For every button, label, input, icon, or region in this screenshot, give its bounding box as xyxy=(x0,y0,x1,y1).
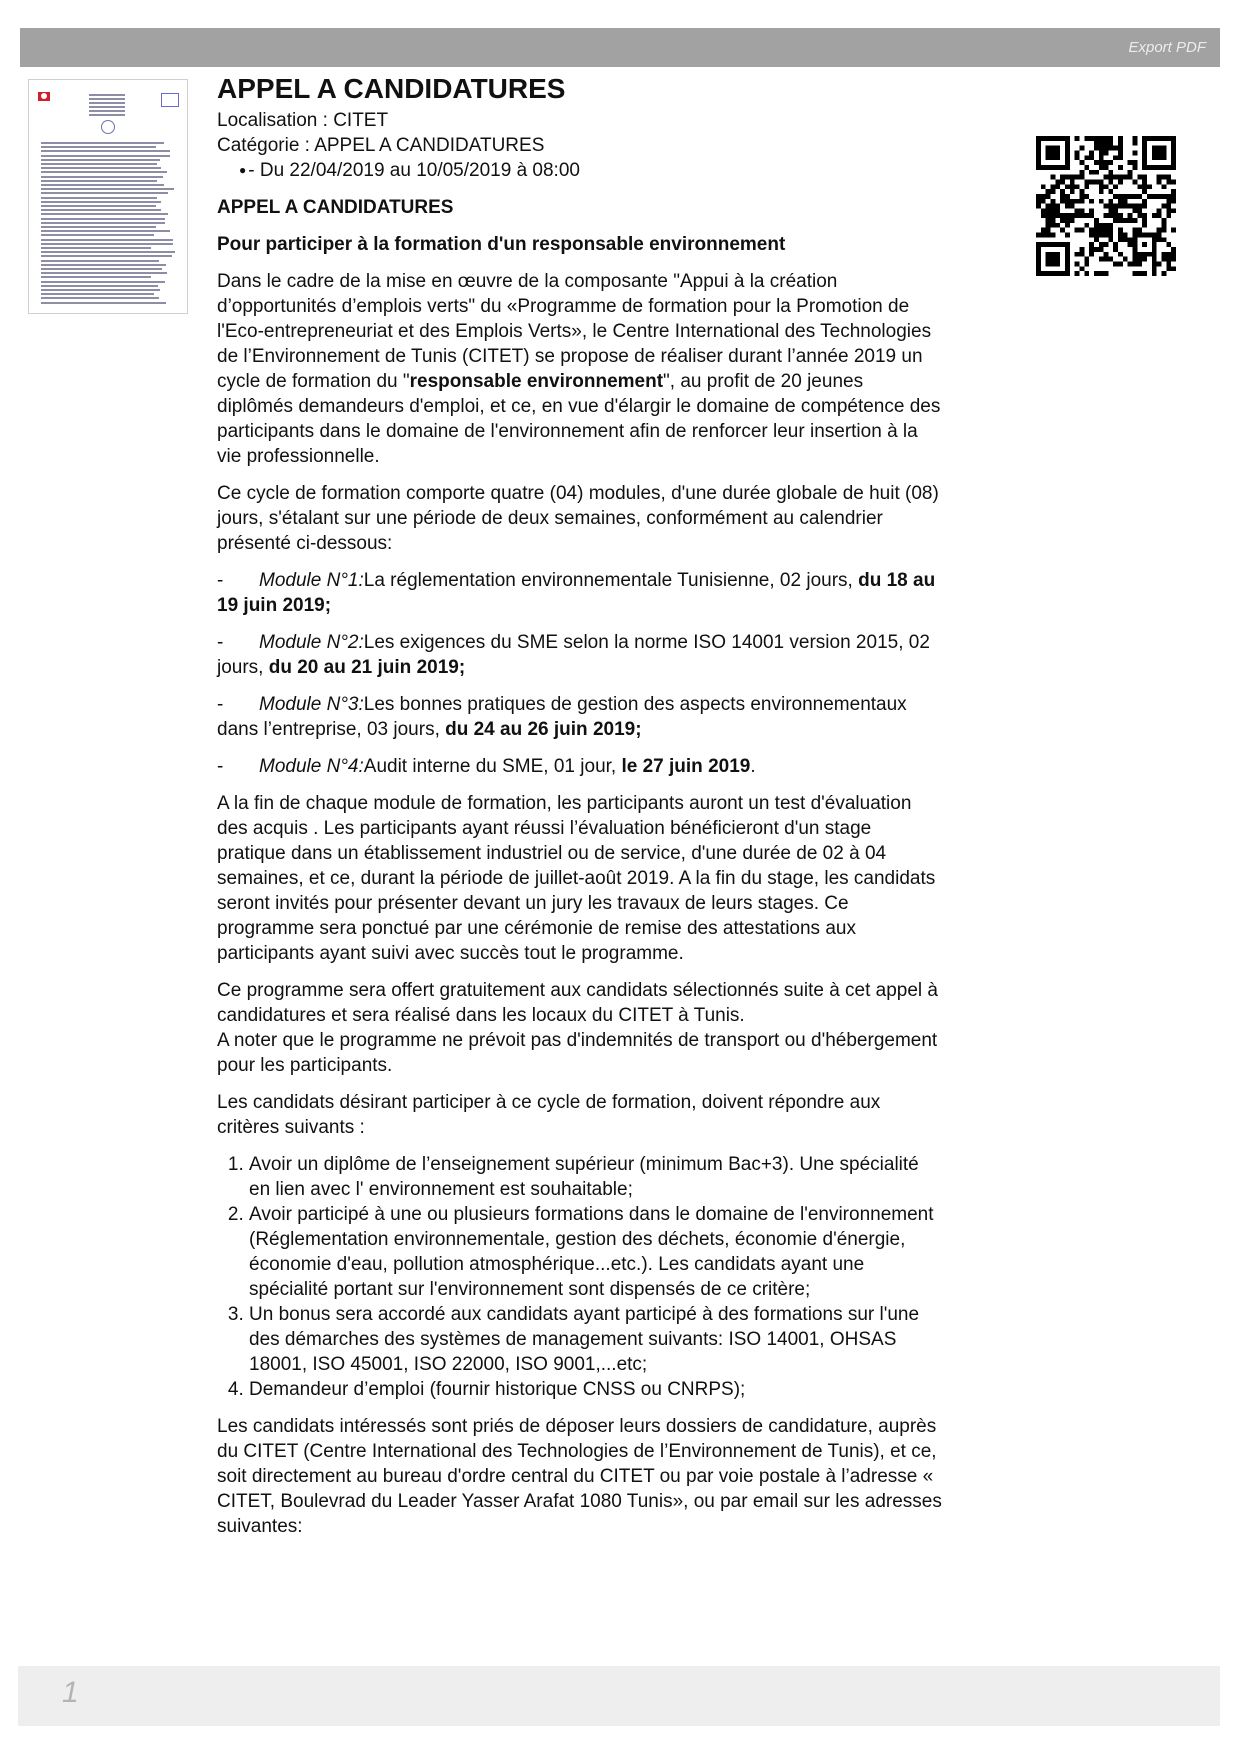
thumbnail-text-line xyxy=(41,146,156,148)
offer-note: A noter que le programme ne prévoit pas d'indemnités de transport ou d'hébergement pour les participants. xyxy=(217,1030,938,1076)
thumbnail-text-line xyxy=(41,142,164,144)
module-item xyxy=(217,630,942,680)
qr-code xyxy=(1036,136,1176,276)
thumbnail-text-line xyxy=(41,192,168,194)
thumbnail-text-line xyxy=(41,255,172,257)
seal-icon xyxy=(101,120,115,134)
thumbnail-text-line xyxy=(41,218,165,220)
thumbnail-text-line xyxy=(89,106,125,108)
module-dash: - xyxy=(217,632,224,653)
module-tail: . xyxy=(750,756,756,777)
module-item xyxy=(217,754,942,779)
thumbnail-text-line xyxy=(41,276,151,278)
offer-paragraph xyxy=(217,978,942,1078)
top-toolbar xyxy=(20,28,1220,67)
thumbnail-text-line xyxy=(41,184,164,186)
thumbnail-text-line xyxy=(89,110,125,112)
thumbnail-text-line xyxy=(89,94,125,96)
date-range: - Du 22/04/2019 au 10/05/2019 à 08:00 xyxy=(248,160,580,181)
document-thumbnail[interactable] xyxy=(28,79,188,314)
thumbnail-text-line xyxy=(41,180,157,182)
thumbnail-text-line xyxy=(41,260,159,262)
categorie-value: APPEL A CANDIDATURES xyxy=(314,135,545,156)
cycle-paragraph: Ce cycle de formation comporte quatre (04) modules, d'une durée globale de huit (08) jours, s'étalant sur une période de deux semaines, conformément au calendrier présenté ci-dessous: xyxy=(217,483,939,554)
module-text: Les bonnes pratiques de gestion des aspects environnementaux dans l’entreprise, 03 jours, xyxy=(217,694,907,740)
date-range-line xyxy=(239,158,942,183)
thumbnail-text-line xyxy=(41,297,159,299)
criteria-item: 3. Un bonus sera accordé aux candidats ayant participé à des formations sur l'une des démarches des systèmes de management suivants: ISO 14001, OHSAS 18001, ISO 45001, ISO 22000, ISO 9001,...etc; xyxy=(249,1302,942,1377)
thumbnail-text-line xyxy=(41,251,175,253)
intro-paragraph xyxy=(217,269,942,469)
section-subheading: Pour participer à la formation d'un responsable environnement xyxy=(217,234,786,255)
thumbnail-text-line xyxy=(41,201,161,203)
criteria-intro: Les candidats désirant participer à ce cycle de formation, doivent répondre aux critères suivants : xyxy=(217,1092,881,1138)
export-pdf-link[interactable]: Export PDF xyxy=(1128,39,1206,56)
thumbnail-text-line xyxy=(89,114,125,116)
section-heading: APPEL A CANDIDATURES xyxy=(217,197,454,218)
thumbnail-text-line xyxy=(41,209,161,211)
module-text: Audit interne du SME, 01 jour, xyxy=(363,756,622,777)
thumbnail-text-line xyxy=(41,243,173,245)
thumbnail-text-line xyxy=(41,171,167,173)
page-number: 1 xyxy=(62,1676,79,1709)
module-label: Module N°1: xyxy=(259,570,364,591)
module-label: Module N°2: xyxy=(259,632,364,653)
citet-logo-icon xyxy=(161,93,179,107)
localisation-value: CITET xyxy=(333,110,389,131)
module-label: Module N°4: xyxy=(259,756,364,777)
tunisia-flag-icon xyxy=(38,92,50,101)
page-title: APPEL A CANDIDATURES xyxy=(217,73,566,104)
intro-text-end: ", au profit de 20 jeunes diplômés demandeurs d'emploi, et ce, en vue d'élargir le domaine de compétence des participants dans le domaine de l'environnement afin de renforcer leur insertion à la vie professionnelle. xyxy=(217,371,941,467)
thumbnail-text-line xyxy=(41,176,163,178)
thumbnail-text-line xyxy=(41,239,173,241)
thumbnail-text-line xyxy=(41,268,162,270)
module-item xyxy=(217,692,942,742)
evaluation-paragraph: A la fin de chaque module de formation, les participants auront un test d'évaluation des acquis . Les participants ayant réussi l’évaluation bénéficieront d'un stage pratique dans un établissement industriel ou de service, d'une durée de 02 à 04 semaines, et ce, durant la période de juillet-août 2019. A la fin du stage, les candidats seront invités pour présenter devant un jury les travaux de leurs stages. Ce programme sera ponctué par une cérémonie de remise des attestations aux participants ayant suivi avec succès tout le programme. xyxy=(217,793,936,964)
module-text: La réglementation environnementale Tunisienne, 02 jours, xyxy=(363,570,859,591)
thumbnail-text-line xyxy=(41,205,156,207)
thumbnail-text-line xyxy=(41,285,158,287)
thumbnail-text-line xyxy=(41,247,151,249)
thumbnail-text-line xyxy=(41,213,168,215)
closing-paragraph: Les candidats intéressés sont priés de déposer leurs dossiers de candidature, auprès du CITET (Centre International des Technologies de l’Environnement de Tunis), et ce, soit directement au bureau d'ordre central du CITET ou par voie postale à l’adresse « CITET, Boulevrad du Leader Yasser Arafat 1080 Tunis», ou par email sur les adresses suivantes: xyxy=(217,1416,942,1537)
module-label: Module N°3: xyxy=(259,694,364,715)
criteria-item: 4. Demandeur d’emploi (fournir historique CNSS ou CNRPS); xyxy=(249,1377,942,1402)
module-dash: - xyxy=(217,694,224,715)
thumbnail-text-line xyxy=(41,289,160,291)
module-dates: le 27 juin 2019 xyxy=(621,756,751,777)
thumbnail-text-line xyxy=(41,230,170,232)
thumbnail-text-line xyxy=(41,272,167,274)
thumbnail-text-line xyxy=(41,281,165,283)
criteria-item: 1. Avoir un diplôme de l’enseignement supérieur (minimum Bac+3). Une spécialité en lien avec l' environnement est souhaitable; xyxy=(249,1152,942,1202)
thumbnail-text-line xyxy=(41,150,170,152)
module-dates: du 24 au 26 juin 2019; xyxy=(445,719,642,740)
thumbnail-text-line xyxy=(41,167,161,169)
thumbnail-text-line xyxy=(41,264,166,266)
module-item xyxy=(217,568,942,618)
thumbnail-text-line xyxy=(41,188,174,190)
module-dates: du 18 au 19 juin 2019; xyxy=(217,570,936,616)
thumbnail-text-line xyxy=(41,163,157,165)
thumbnail-text-line xyxy=(41,226,156,228)
thumbnail-text-line xyxy=(89,102,125,104)
module-text: Les exigences du SME selon la norme ISO 14001 version 2015, 02 jours, xyxy=(217,632,930,678)
module-dash: - xyxy=(217,570,224,591)
module-dates: du 20 au 21 juin 2019; xyxy=(268,657,466,678)
localisation-line xyxy=(217,108,942,133)
intro-highlight: responsable environnement xyxy=(409,371,664,392)
thumbnail-text-line xyxy=(89,98,125,100)
announcement-content xyxy=(217,72,942,1539)
thumbnail-text-line xyxy=(41,293,154,295)
thumbnail-text-line xyxy=(41,234,154,236)
criteria-item: 2. Avoir participé à une ou plusieurs formations dans le domaine de l'environnement (Réglementation environnementale, gestion des déchets, économie d'énergie, économie d'eau, pollution atmosphérique...etc.). Les candidats ayant une spécialité portant sur l'environnement sont dispensés de ce critère; xyxy=(249,1202,942,1302)
module-dash: - xyxy=(217,756,224,777)
page-footer xyxy=(18,1666,1220,1726)
intro-text: Dans le cadre de la mise en œuvre de la composante "Appui à la création d’opportunités d’emplois verts" du «Programme de formation pour la Promotion de l'Eco-entrepreneuriat et des Emplois Verts», le Centre International des Technologies de l’Environnement de Tunis (CITET) se propose de réaliser durant l’année 2019 un cycle de formation du " xyxy=(217,271,932,392)
categorie-label: Catégorie : xyxy=(217,135,310,156)
thumbnail-text-line xyxy=(41,302,166,304)
localisation-label: Localisation : xyxy=(217,110,328,131)
thumbnail-text-line xyxy=(41,222,165,224)
thumbnail-text-line xyxy=(41,155,170,157)
thumbnail-text-line xyxy=(41,159,160,161)
offer-text: Ce programme sera offert gratuitement aux candidats sélectionnés suite à cet appel à candidatures et sera réalisé dans les locaux du CITET à Tunis. xyxy=(217,980,938,1026)
thumbnail-text-line xyxy=(41,197,157,199)
criteria-list xyxy=(217,1152,942,1402)
bullet-icon: ● xyxy=(239,163,247,177)
categorie-line xyxy=(217,133,942,158)
